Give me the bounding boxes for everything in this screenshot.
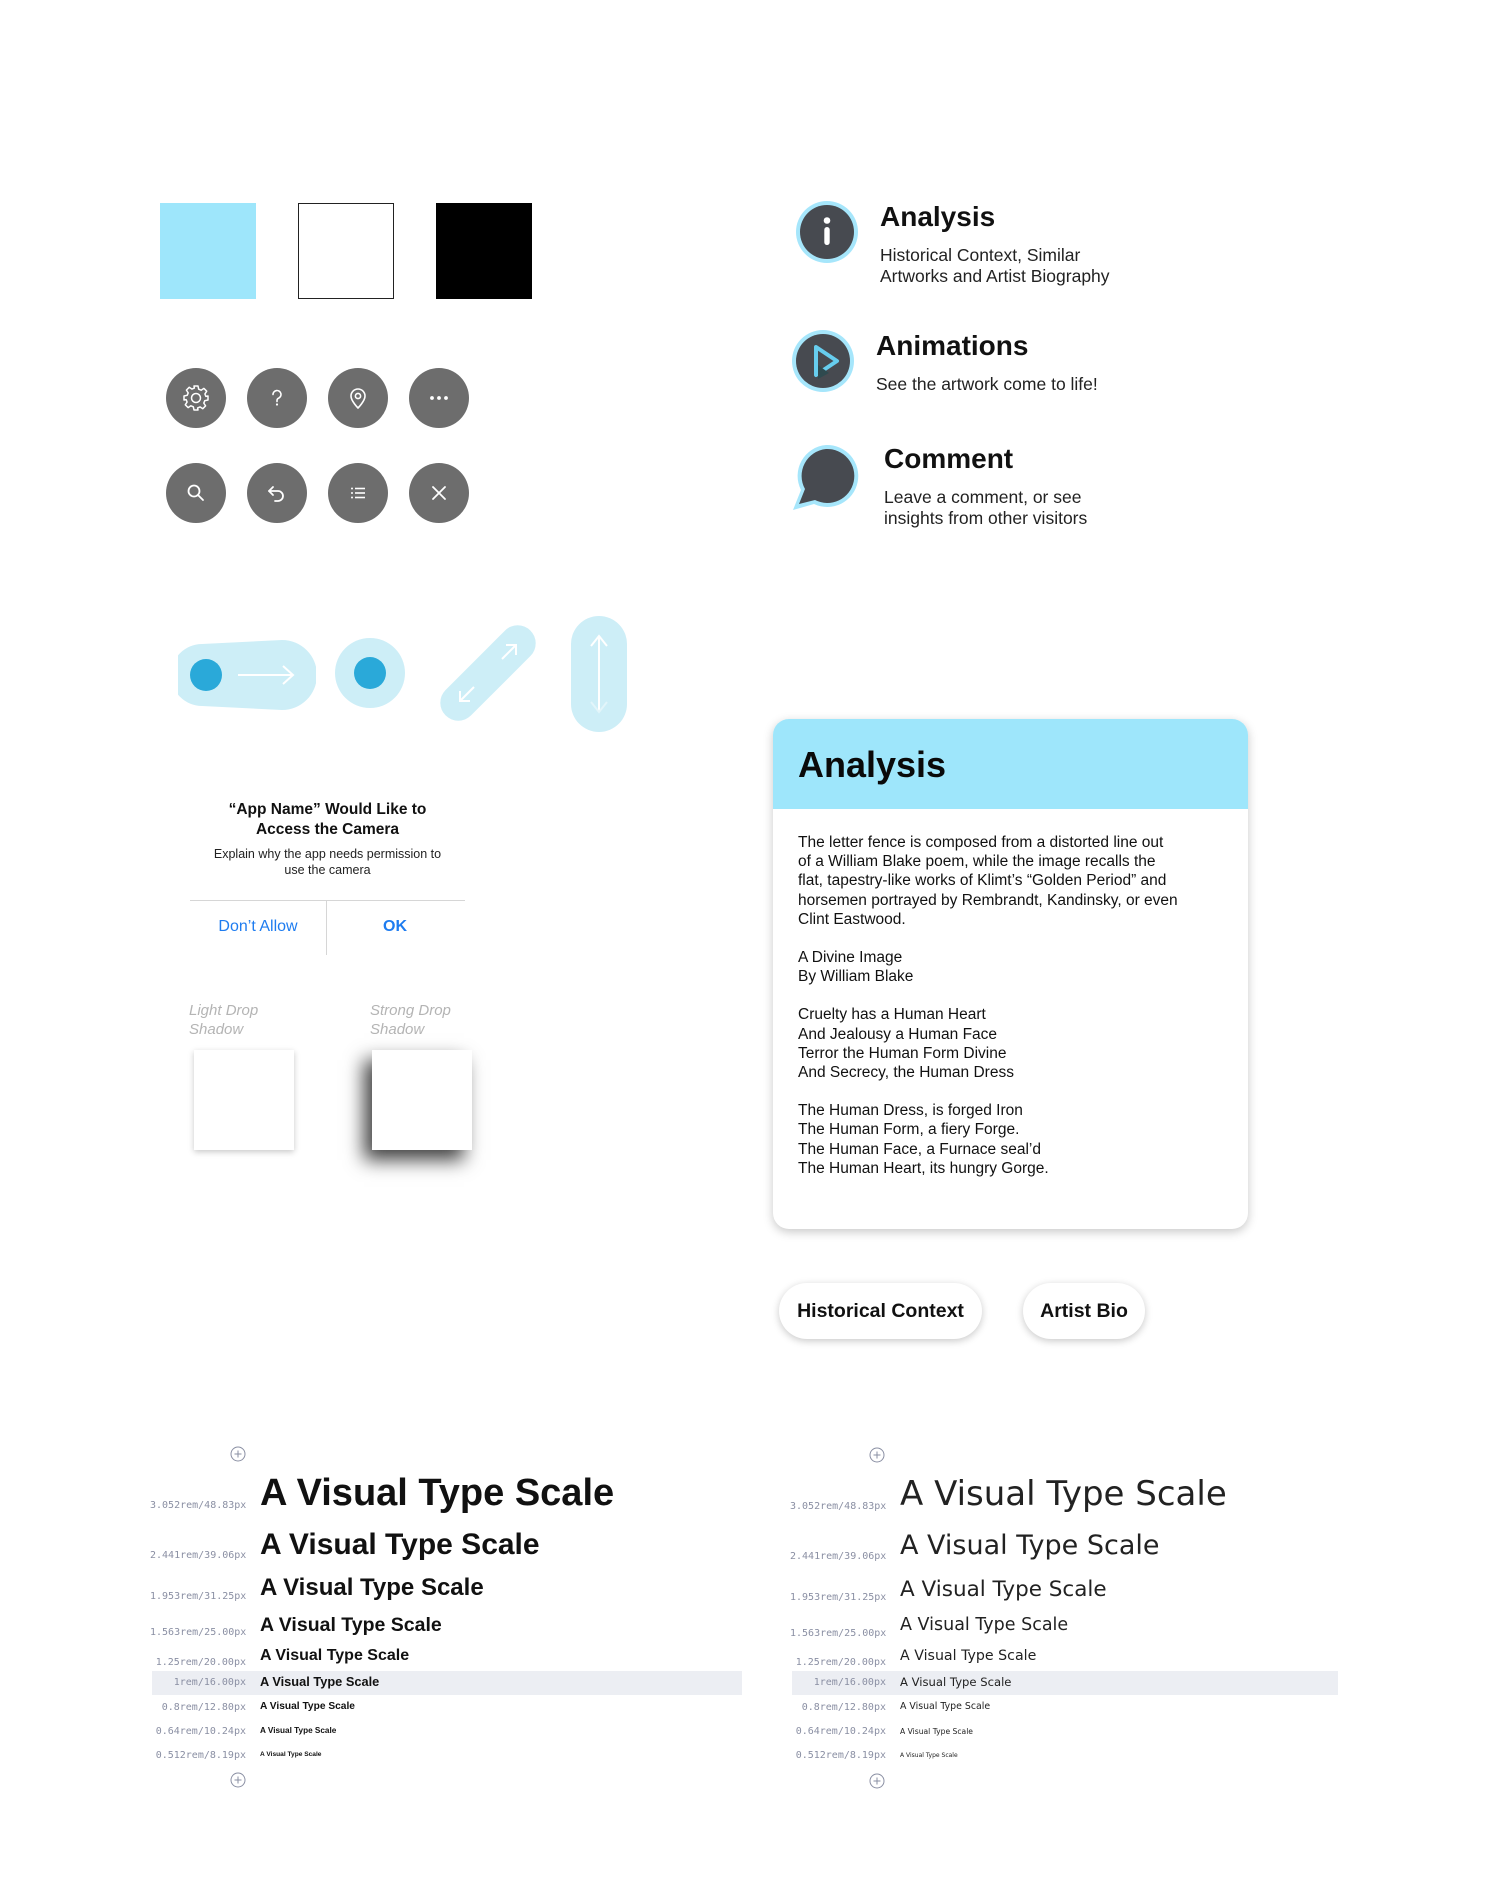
type-scale-sample: A Visual Type Scale xyxy=(260,1528,540,1561)
card-header xyxy=(773,719,1248,809)
type-scale-sample: A Visual Type Scale xyxy=(900,1727,973,1736)
type-scale-label: 1.25rem/20.00px xyxy=(795,1657,886,1668)
location-button[interactable] xyxy=(328,368,388,428)
card-body xyxy=(798,833,1228,1197)
dialog-title-line: “App Name” Would Like to xyxy=(228,801,427,818)
card-text-line: The Human Face, a Furnace seal’d xyxy=(798,1140,1041,1158)
type-scale-sample: A Visual Type Scale xyxy=(260,1574,484,1601)
card-text-line: The Human Dress, is forged Iron xyxy=(798,1102,1023,1120)
type-scale-sample: A Visual Type Scale xyxy=(900,1675,1012,1689)
strong-shadow-label xyxy=(370,1001,480,1039)
dialog-title xyxy=(190,800,465,840)
close-button[interactable] xyxy=(409,463,469,523)
dialog-message xyxy=(202,846,453,878)
location-pin-icon xyxy=(343,383,373,413)
list-icon xyxy=(343,478,373,508)
light-shadow-sample xyxy=(194,1050,294,1150)
type-scale-sample: A Visual Type Scale xyxy=(260,1674,380,1689)
type-scale-sample: A Visual Type Scale xyxy=(900,1530,1160,1561)
swipe-right-gesture xyxy=(178,638,316,712)
add-step-icon[interactable] xyxy=(869,1773,885,1789)
card-text-line: of a William Blake poem, while the image recalls the xyxy=(798,853,1156,871)
type-scale-sample: A Visual Type Scale xyxy=(900,1615,1069,1635)
historical-context-button[interactable]: Historical Context xyxy=(779,1283,982,1339)
feature-title-comment: Comment xyxy=(884,443,1014,474)
info-icon[interactable] xyxy=(795,200,859,264)
feature-desc-comment xyxy=(884,487,1184,529)
type-scale-label: 0.8rem/12.80px xyxy=(801,1702,886,1713)
card-intro xyxy=(798,833,1228,929)
card-text-line: And Secrecy, the Human Dress xyxy=(798,1064,1014,1082)
feature-desc-line: Historical Context, Similar xyxy=(880,245,1081,265)
light-shadow-label xyxy=(189,1001,299,1039)
search-button[interactable] xyxy=(166,463,226,523)
strong-shadow-label-line: Strong Drop xyxy=(370,1002,451,1019)
dialog-message-line: Explain why the app needs permission to xyxy=(213,847,442,861)
card-text-line: The Human Heart, its hungry Gorge. xyxy=(798,1159,1049,1177)
add-step-icon[interactable] xyxy=(869,1447,885,1463)
strong-shadow-label-line: Shadow xyxy=(370,1021,425,1038)
add-step-icon[interactable] xyxy=(230,1446,246,1462)
card-stanza xyxy=(798,1101,1228,1178)
type-scale-label: 0.512rem/8.19px xyxy=(795,1750,886,1761)
feature-desc-line: Artworks and Artist Biography xyxy=(880,266,1110,286)
card-text-line: A Divine Image xyxy=(798,949,903,967)
dialog-title-line: Access the Camera xyxy=(255,821,400,838)
type-scale-label: 3.052rem/48.83px xyxy=(790,1501,887,1512)
feature-title-animations: Animations xyxy=(876,330,1029,361)
swipe-vertical-gesture xyxy=(570,615,628,733)
analysis-card xyxy=(773,719,1248,1229)
card-text-line: flat, tapestry-like works of Klimt’s “Golden Period” and xyxy=(798,872,1167,890)
type-scale-sample: A Visual Type Scale xyxy=(900,1701,991,1712)
card-text-line: By William Blake xyxy=(798,968,914,986)
type-scale-label: 0.512rem/8.19px xyxy=(155,1750,246,1761)
add-step-icon[interactable] xyxy=(230,1772,246,1788)
type-scale-sample: A Visual Type Scale xyxy=(260,1614,442,1636)
type-scale-label: 2.441rem/39.06px xyxy=(790,1551,887,1562)
help-icon xyxy=(262,383,292,413)
type-scale-label: 2.441rem/39.06px xyxy=(150,1550,247,1561)
type-scale-label: 1rem/16.00px xyxy=(173,1677,246,1688)
type-scale-sample: A Visual Type Scale xyxy=(260,1751,322,1758)
type-scale-sample: A Visual Type Scale xyxy=(260,1472,615,1514)
type-scale-label: 1.25rem/20.00px xyxy=(155,1657,246,1668)
type-scale-label: 1.563rem/25.00px xyxy=(790,1628,887,1639)
card-title: Analysis xyxy=(798,744,947,785)
feature-desc-line: insights from other visitors xyxy=(884,508,1088,528)
more-button[interactable] xyxy=(409,368,469,428)
type-scale-sample: A Visual Type Scale xyxy=(900,1648,1037,1664)
type-scale-sample: A Visual Type Scale xyxy=(260,1647,410,1664)
type-scale-sample: A Visual Type Scale xyxy=(900,1752,958,1759)
type-scale-sample: A Visual Type Scale xyxy=(900,1577,1107,1602)
type-scale-label: 1.953rem/31.25px xyxy=(150,1591,247,1602)
play-icon[interactable] xyxy=(791,329,855,393)
strong-shadow-sample xyxy=(372,1050,472,1150)
more-icon xyxy=(424,383,454,413)
type-scale-sample: A Visual Type Scale xyxy=(260,1726,337,1735)
tap-gesture xyxy=(335,638,405,708)
type-scale-label: 0.8rem/12.80px xyxy=(161,1702,246,1713)
ok-button[interactable]: OK xyxy=(383,918,407,935)
card-text-line: Cruelty has a Human Heart xyxy=(798,1006,986,1024)
light-shadow-label-line: Light Drop xyxy=(189,1002,259,1019)
dialog-divider xyxy=(190,900,465,901)
feature-title-analysis: Analysis xyxy=(880,201,996,232)
dont-allow-button[interactable]: Don’t Allow xyxy=(218,918,298,935)
card-poem-title xyxy=(798,948,1228,986)
card-text-line: Terror the Human Form Divine xyxy=(798,1044,1007,1062)
permission-dialog xyxy=(190,790,465,960)
card-text-line: The letter fence is composed from a distorted line out xyxy=(798,834,1164,851)
close-icon xyxy=(424,478,454,508)
type-scale-sample: A Visual Type Scale xyxy=(900,1474,1227,1514)
card-text-line: horsemen portrayed by Rembrandt, Kandinsky, or even xyxy=(798,891,1178,909)
pinch-expand-gesture xyxy=(437,622,539,724)
undo-button[interactable] xyxy=(247,463,307,523)
list-button[interactable] xyxy=(328,463,388,523)
type-scale-sample: A Visual Type Scale xyxy=(260,1701,355,1712)
type-scale-label: 0.64rem/10.24px xyxy=(795,1726,886,1737)
artist-bio-button[interactable]: Artist Bio xyxy=(1023,1283,1145,1339)
search-icon xyxy=(181,478,211,508)
type-scale-label: 1.953rem/31.25px xyxy=(790,1592,887,1603)
type-scale-label: 1rem/16.00px xyxy=(813,1677,886,1688)
card-stanza xyxy=(798,1005,1228,1082)
light-shadow-label-line: Shadow xyxy=(189,1021,244,1038)
color-swatch-black xyxy=(436,203,532,299)
dialog-message-line: use the camera xyxy=(284,863,371,877)
settings-button[interactable] xyxy=(166,368,226,428)
card-text-line: The Human Form, a fiery Forge. xyxy=(798,1121,1020,1139)
help-button[interactable] xyxy=(247,368,307,428)
gear-icon xyxy=(181,383,211,413)
card-text-line: And Jealousy a Human Face xyxy=(798,1025,998,1043)
feature-desc-line: Leave a comment, or see xyxy=(884,487,1082,507)
feature-desc-animations xyxy=(876,374,1176,395)
type-scale-label: 3.052rem/48.83px xyxy=(150,1500,247,1511)
feature-desc-analysis xyxy=(880,245,1180,287)
undo-icon xyxy=(262,478,292,508)
color-swatch-light-blue xyxy=(160,203,256,299)
type-scale-label: 1.563rem/25.00px xyxy=(150,1627,247,1638)
type-scale-label: 0.64rem/10.24px xyxy=(155,1726,246,1737)
feature-desc-line: See the artwork come to life! xyxy=(876,374,1098,394)
comment-icon[interactable] xyxy=(790,442,860,512)
card-text-line: Clint Eastwood. xyxy=(798,910,906,928)
color-swatch-white xyxy=(298,203,394,299)
